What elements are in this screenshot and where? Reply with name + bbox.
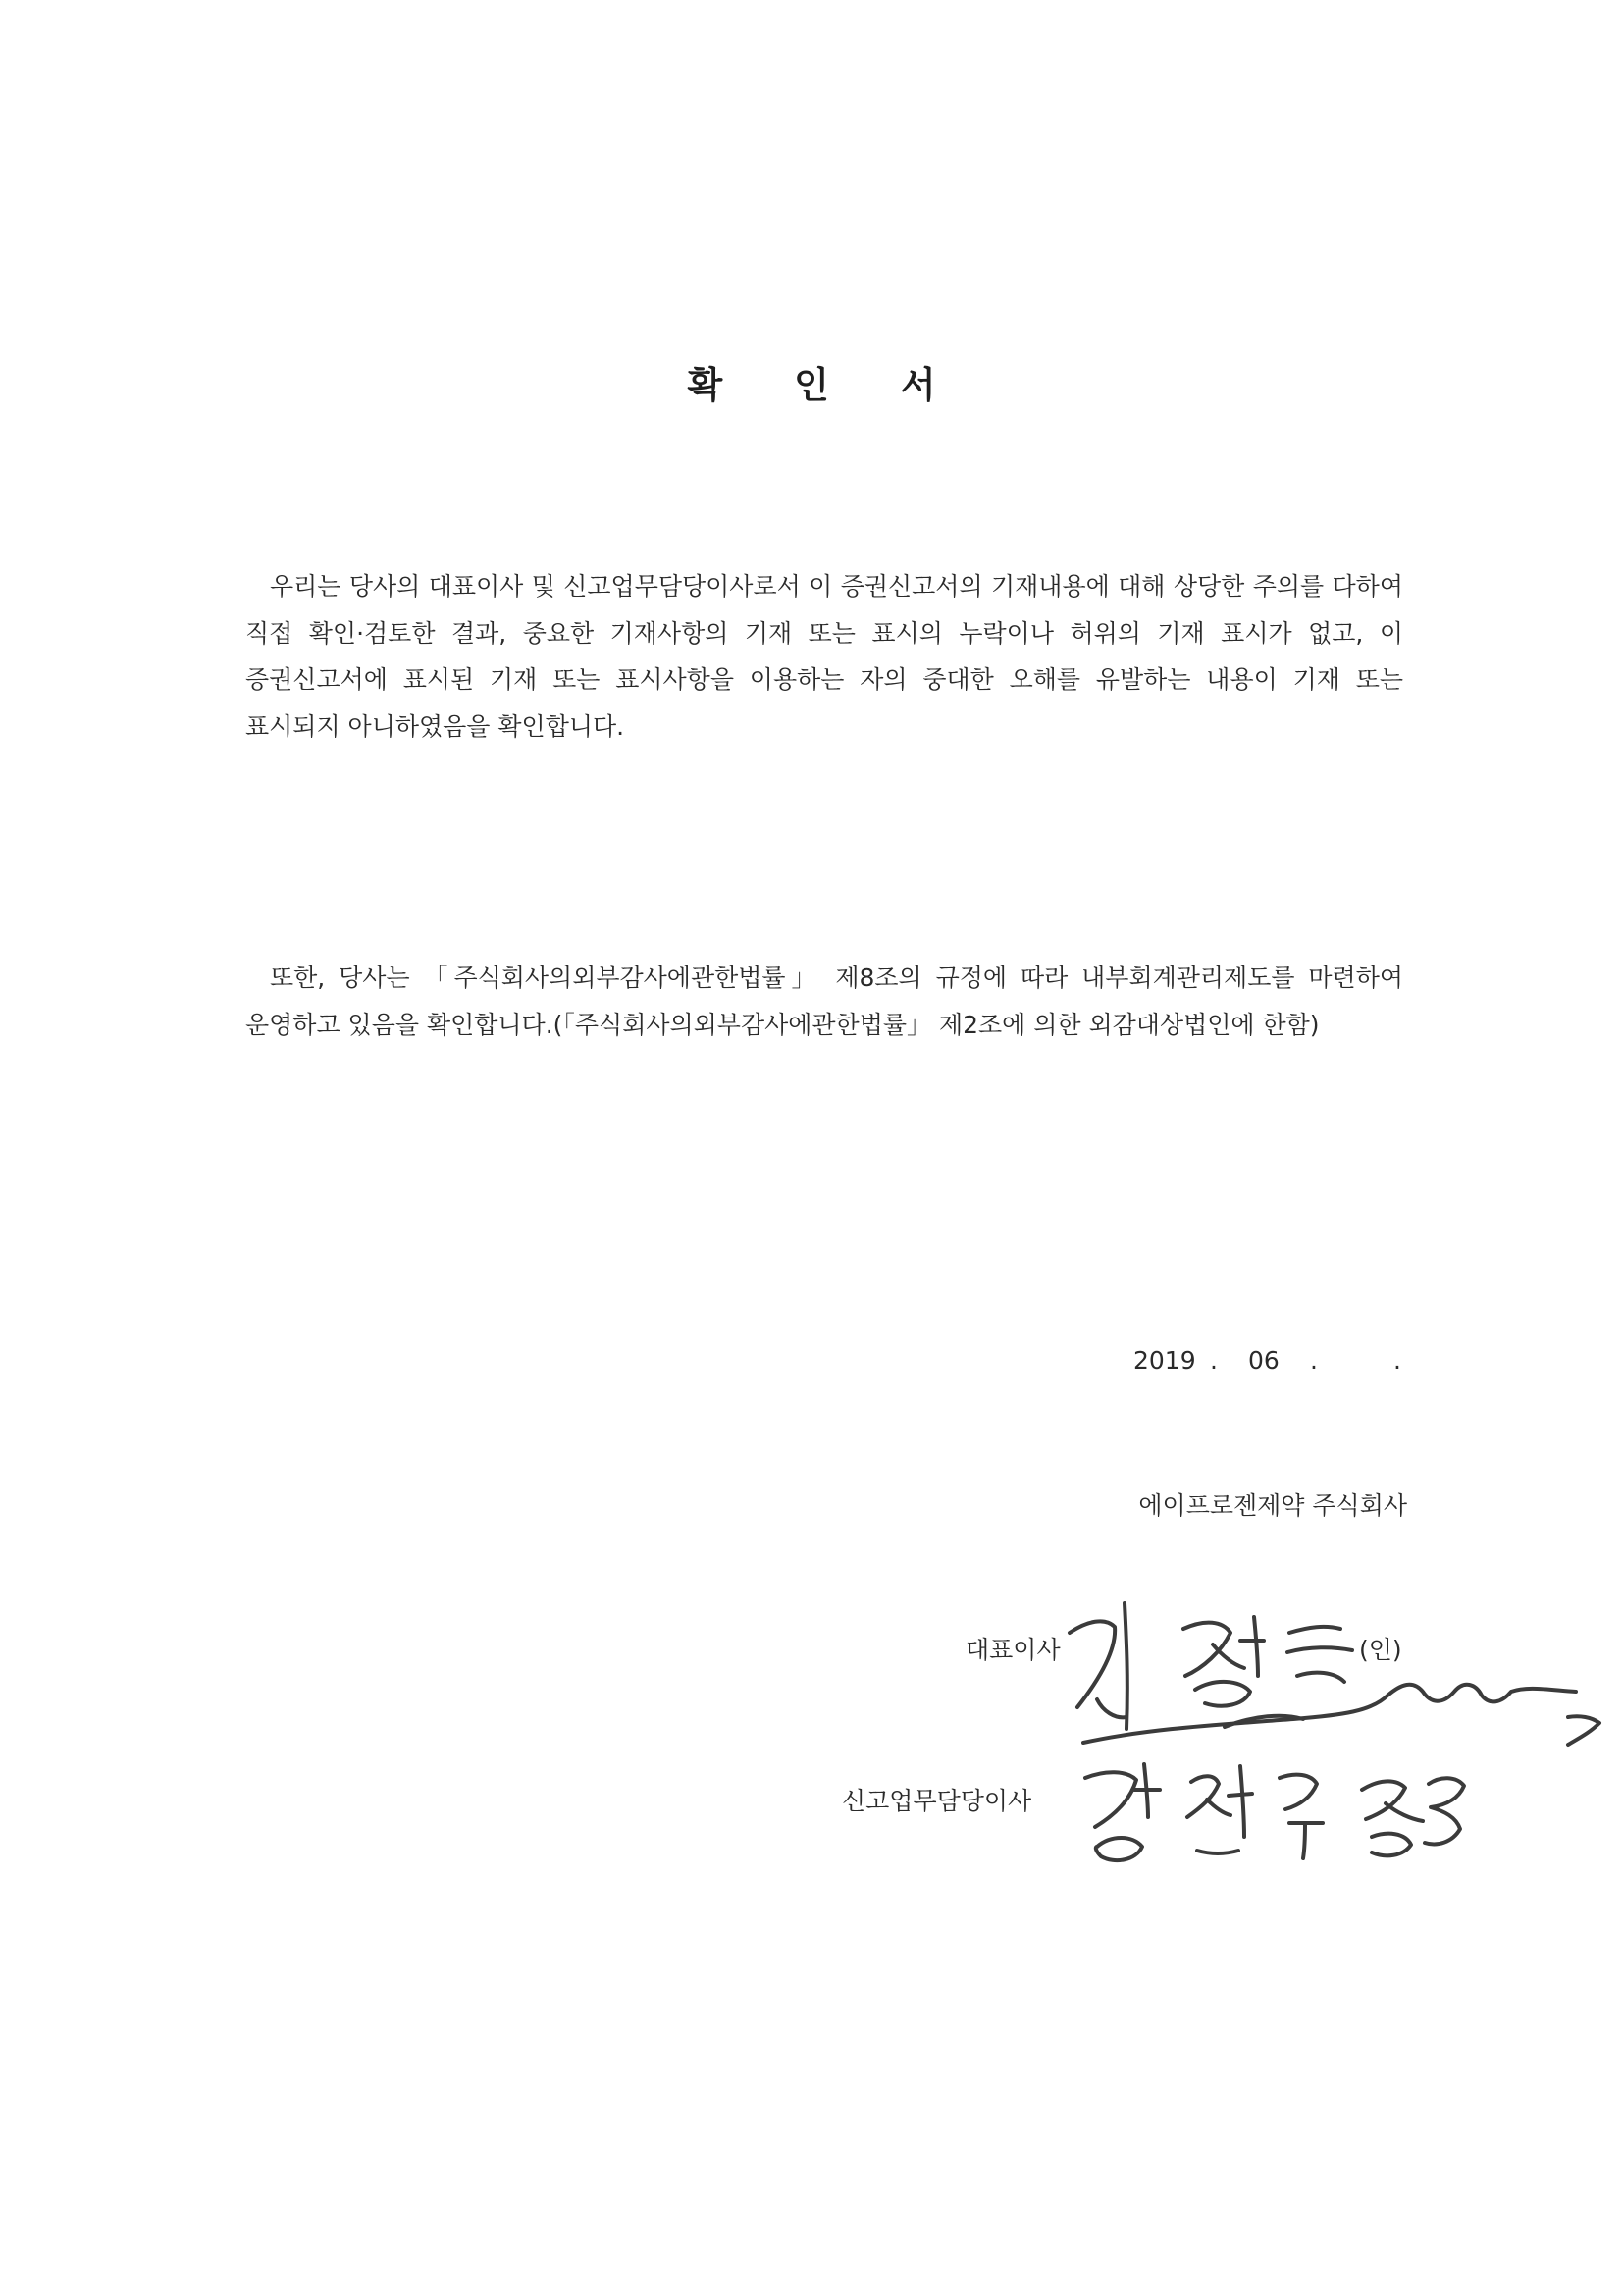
internal-control-paragraph: 또한, 당사는 「주식회사의외부감사에관한법률」 제8조의 규정에 따라 내부회계관리제도를 마련하여 운영하고 있음을 확인합니다.(「주식회사의외부감사에관한법률」 제2조에 의한 외감대상법인에 한함) xyxy=(245,964,1403,1039)
filing-officer-title: 신고업무담당이사 xyxy=(842,1787,1032,1815)
filing-officer-signature xyxy=(1072,1745,1484,1872)
date-separator-3: . xyxy=(1393,1346,1401,1375)
confirmation-paragraph: 우리는 당사의 대표이사 및 신고업무담당이사로서 이 증권신고서의 기재내용에 대해 상당한 주의를 다하여 직접 확인·검토한 결과, 중요한 기재사항의 기재 또는 표시의 누락이나 허위의 기재 표시가 없고, 이 증권신고서에 표시된 기재 또는 표시사항을 이용하는 자의 중대한 오해를 유발하는 내용이 기재 또는 표시되지 아니하였음을 확인합니다. xyxy=(245,572,1403,741)
document-title: 확 인 서 xyxy=(687,364,966,406)
company-name: 에이프로젠제약 주식회사 xyxy=(1138,1491,1407,1520)
date-month: 06 xyxy=(1248,1346,1280,1375)
date-year: 2019 xyxy=(1133,1346,1196,1375)
date-separator-1: . xyxy=(1210,1346,1218,1375)
document-date xyxy=(1133,1346,1408,1385)
ceo-seal-mark: (인) xyxy=(1359,1636,1402,1664)
ceo-title: 대표이사 xyxy=(966,1636,1061,1664)
ceo-signature xyxy=(1058,1582,1607,1753)
date-separator-2: . xyxy=(1310,1346,1318,1375)
